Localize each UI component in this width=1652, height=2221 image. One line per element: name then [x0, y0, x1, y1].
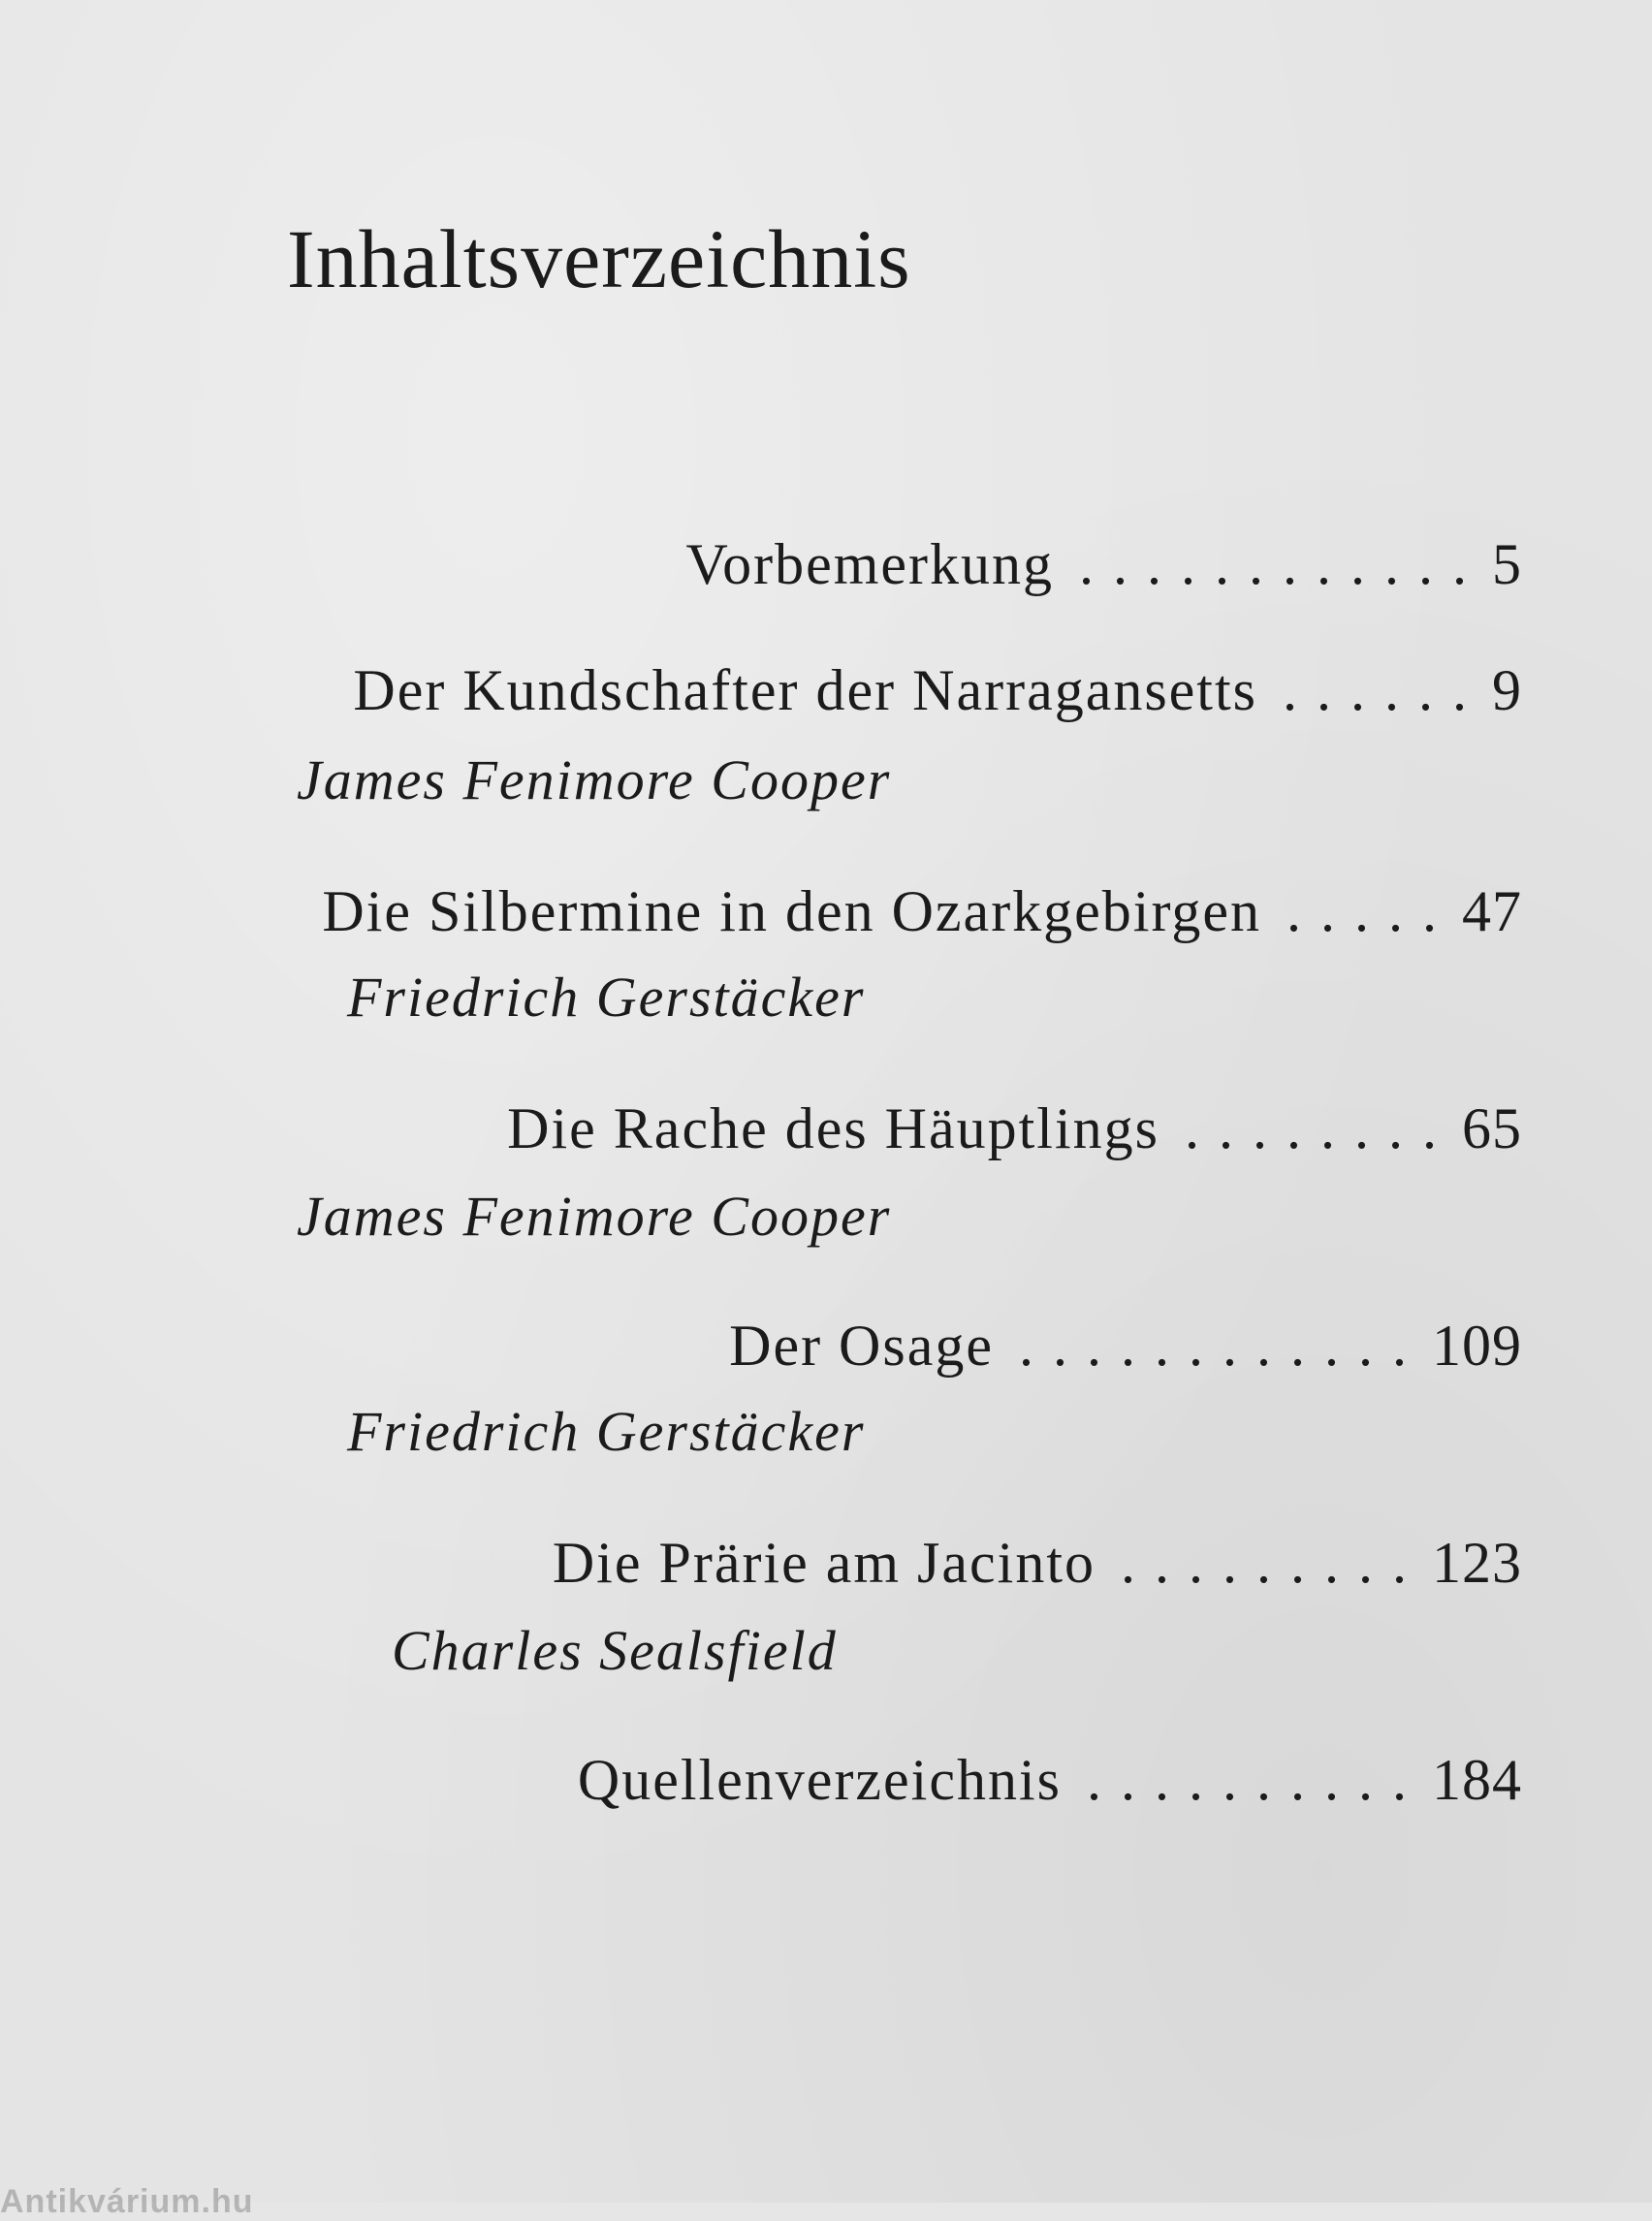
toc-page-number: 65: [1462, 1096, 1522, 1160]
toc-page-number: 5: [1492, 532, 1522, 596]
dot-leader: ............: [1019, 1314, 1426, 1378]
dot-leader: .....: [1287, 879, 1456, 943]
toc-page-number: 109: [1432, 1314, 1522, 1378]
toc-page-number: 9: [1492, 658, 1522, 722]
toc-page-number: 47: [1462, 879, 1522, 943]
toc-entry-osage[interactable]: [729, 1314, 1522, 1378]
toc-entry-kundschafter[interactable]: [353, 658, 1522, 722]
toc-entry-author: Charles Sealsfield: [392, 1619, 838, 1682]
toc-entry-author: Friedrich Gerstäcker: [347, 966, 866, 1029]
toc-entry-vorbemerkung[interactable]: [685, 532, 1523, 596]
toc-entry-title: Quellenverzeichnis: [577, 1748, 1062, 1812]
toc-page-number: 184: [1432, 1748, 1522, 1812]
toc-entry-title: Die Silbermine in den Ozarkgebirgen: [322, 879, 1261, 943]
toc-entry-silbermine[interactable]: [322, 879, 1522, 943]
dot-leader: ..........: [1087, 1748, 1426, 1812]
toc-entry-praerie[interactable]: [552, 1531, 1522, 1595]
watermark: Antikvárium.hu: [0, 2183, 254, 2220]
toc-entry-title: Die Rache des Häuptlings: [507, 1096, 1160, 1160]
toc-entry-title: Der Kundschafter der Narragansetts: [353, 658, 1257, 722]
dot-leader: .........: [1121, 1531, 1426, 1595]
toc-entry-title: Die Prärie am Jacinto: [552, 1531, 1096, 1595]
dot-leader: ........: [1185, 1096, 1456, 1160]
toc-entry-title: Vorbemerkung: [685, 532, 1054, 596]
toc-entry-quellenverzeichnis[interactable]: [577, 1748, 1522, 1812]
toc-entry-title: Der Osage: [729, 1314, 994, 1378]
dot-leader: ............: [1079, 532, 1486, 596]
toc-entry-author: Friedrich Gerstäcker: [347, 1400, 866, 1463]
toc-entry-author: James Fenimore Cooper: [297, 1185, 892, 1248]
toc-page-number: 123: [1432, 1531, 1522, 1595]
dot-leader: ......: [1283, 658, 1486, 722]
toc-entry-author: James Fenimore Cooper: [297, 748, 892, 811]
toc-entry-rache[interactable]: [507, 1096, 1522, 1160]
page-title: Inhaltsverzeichnis: [287, 212, 911, 305]
